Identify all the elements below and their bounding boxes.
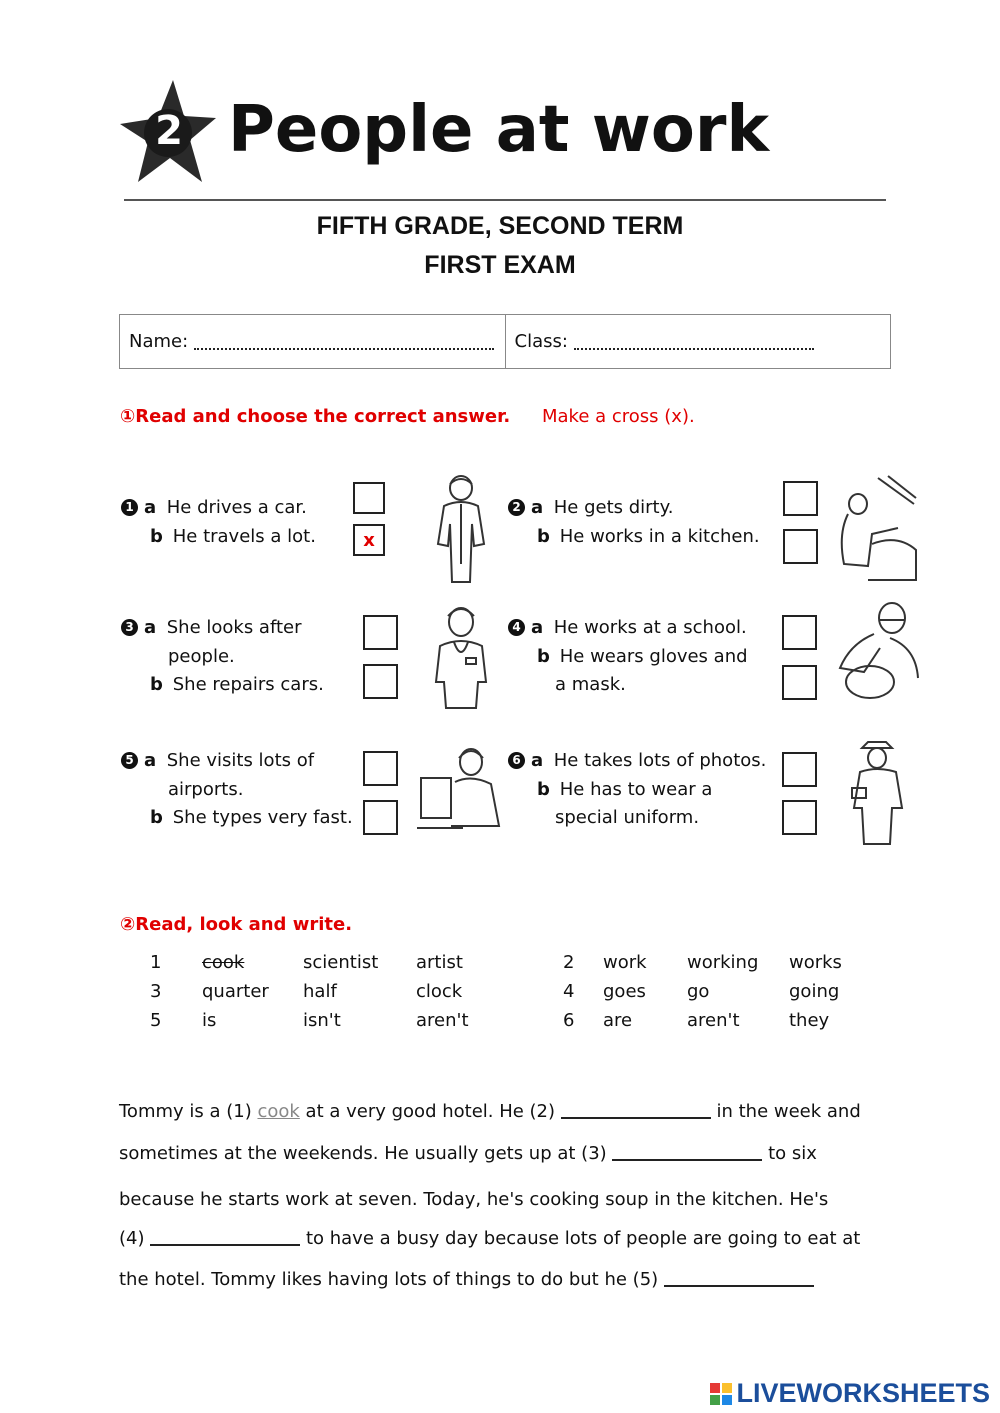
nurse-illustration [430, 602, 492, 712]
option-b-text: She repairs cars. [172, 674, 324, 695]
exercise1-instruction [120, 406, 510, 427]
word-option: go [687, 981, 710, 1002]
answer-1: cook [257, 1101, 300, 1122]
name-field[interactable] [194, 334, 494, 350]
answer-box-5b[interactable] [363, 800, 398, 835]
unit-star-badge [118, 78, 218, 188]
page-title: People at work [228, 93, 769, 167]
name-cell [120, 315, 506, 368]
option-b-text: He travels a lot. [172, 525, 316, 547]
word-row [0, 1010, 1000, 1039]
answer-box-1a[interactable] [353, 482, 385, 514]
class-field[interactable] [574, 334, 814, 350]
question-number: 3 [121, 619, 138, 636]
word-option: work [603, 952, 647, 973]
option-a-text: She visits lots of [166, 750, 315, 771]
answer-box-3b[interactable] [363, 664, 398, 699]
option-a-text: He gets dirty. [553, 497, 674, 518]
word-option: are [603, 1010, 633, 1031]
class-cell [506, 315, 891, 368]
paragraph-line-4 [119, 1228, 889, 1249]
dentist-illustration [830, 598, 920, 706]
blank-2[interactable] [561, 1101, 711, 1119]
logo-text: LIVEWORKSHEETS [736, 1378, 990, 1408]
answer-box-3a[interactable] [363, 615, 398, 650]
word-option: artist [416, 952, 463, 973]
question-2: 2 a He gets dirty. b He works in a kitchen. [508, 494, 760, 551]
class-label: Class: [514, 331, 568, 352]
blank-4[interactable] [150, 1228, 300, 1246]
answer-box-2b[interactable] [783, 529, 818, 564]
exercise2-number: ② [120, 914, 136, 935]
option-b-text: She types very fast. [172, 807, 353, 828]
paragraph-line-2 [119, 1143, 889, 1164]
blank-3[interactable] [612, 1143, 762, 1161]
word-options-table [0, 952, 1000, 1039]
word-option: half [303, 981, 337, 1002]
word-option: works [789, 952, 842, 973]
unit-number: 2 [155, 108, 183, 154]
question-number: 2 [508, 499, 525, 516]
option-b-text-cont: special uniform. [555, 807, 700, 828]
word-option: is [202, 1010, 217, 1031]
question-number: 1 [121, 499, 138, 516]
word-option: working [687, 952, 759, 973]
answer-box-5a[interactable] [363, 751, 398, 786]
item-number: 4 [563, 981, 575, 1002]
answer-box-6a[interactable] [782, 752, 817, 787]
mechanic-illustration [828, 474, 918, 582]
option-b-text-cont: a mask. [555, 674, 626, 695]
word-option: aren't [416, 1010, 469, 1031]
word-option: going [789, 981, 840, 1002]
pilot-illustration [430, 474, 492, 584]
item-number: 6 [563, 1010, 575, 1031]
word-row [0, 981, 1000, 1010]
question-5: 5 a She visits lots of airports. b She types very fast. [121, 747, 353, 833]
word-option: cook [202, 952, 245, 973]
word-option: goes [603, 981, 646, 1002]
paragraph-text: Tommy is a (1) [119, 1101, 258, 1122]
question-4: 4 a He works at a school. b He wears gloves and a mask. [508, 614, 748, 700]
option-a-text-cont: airports. [168, 778, 244, 800]
paragraph-text: sometimes at the weekends. He usually gets up at (3) [119, 1143, 613, 1164]
paragraph-text: to six [762, 1143, 817, 1164]
question-1: 1 a He drives a car. b He travels a lot. [121, 494, 316, 551]
title-divider [124, 199, 886, 201]
exercise2-instruction-text: Read, look and write. [135, 914, 353, 935]
paragraph-line-1 [119, 1101, 889, 1122]
item-number: 3 [150, 981, 162, 1002]
word-option: clock [416, 981, 463, 1002]
option-a-text-cont: people. [168, 645, 235, 667]
exercise1-hint: Make a cross (x). [542, 406, 695, 427]
word-option: scientist [303, 952, 379, 973]
option-a-text: He takes lots of photos. [553, 750, 767, 771]
question-number: 6 [508, 752, 525, 769]
answer-box-4a[interactable] [782, 615, 817, 650]
subtitle-line1: FIFTH GRADE, SECOND TERM [316, 212, 684, 240]
exercise1-number: ① [120, 406, 136, 427]
subtitle-line2: FIRST EXAM [424, 251, 576, 279]
student-info-table [119, 314, 891, 369]
exercise2-instruction [120, 914, 352, 935]
blank-5[interactable] [664, 1269, 814, 1287]
answer-box-6b[interactable] [782, 800, 817, 835]
word-option: quarter [202, 981, 269, 1002]
name-label: Name: [129, 331, 189, 352]
word-option: isn't [303, 1010, 341, 1031]
liveworksheets-logo[interactable] [710, 1378, 990, 1409]
exercise1-instruction-text: Read and choose the correct answer. [135, 406, 511, 427]
paragraph-text: at a very good hotel. He (2) [299, 1101, 561, 1122]
word-row [0, 952, 1000, 981]
option-a-text: He drives a car. [166, 497, 307, 518]
answer-box-1b[interactable]: x [353, 524, 385, 556]
paragraph-text: to have a busy day because lots of people are going to eat at [300, 1228, 861, 1249]
question-number: 4 [508, 619, 525, 636]
paragraph-text: the hotel. Tommy likes having lots of things to do but he (5) [119, 1269, 664, 1290]
paragraph-line-5 [119, 1269, 889, 1290]
option-a-text: He works at a school. [553, 617, 747, 638]
answer-box-2a[interactable] [783, 481, 818, 516]
option-a-text: She looks after [166, 617, 302, 638]
question-3: 3 a She looks after people. b She repairs cars. [121, 614, 324, 700]
item-number: 1 [150, 952, 162, 973]
option-b-text: He wears gloves and [559, 645, 748, 667]
option-b-text: He has to wear a [559, 778, 713, 800]
word-option: aren't [687, 1010, 740, 1031]
answer-box-4b[interactable] [782, 665, 817, 700]
paragraph-line-3: because he starts work at seven. Today, he's cooking soup in the kitchen. He's [119, 1189, 829, 1210]
item-number: 2 [563, 952, 575, 973]
question-6: 6 a He takes lots of photos. b He has to wear a special uniform. [508, 747, 766, 833]
logo-icon [710, 1383, 732, 1405]
photographer-illustration [846, 738, 908, 846]
word-option: they [789, 1010, 830, 1031]
paragraph-text: (4) [119, 1228, 151, 1249]
item-number: 5 [150, 1010, 162, 1031]
paragraph-text: in the week and [710, 1101, 861, 1122]
secretary-illustration [415, 742, 503, 832]
option-b-text: He works in a kitchen. [559, 525, 760, 547]
question-number: 5 [121, 752, 138, 769]
